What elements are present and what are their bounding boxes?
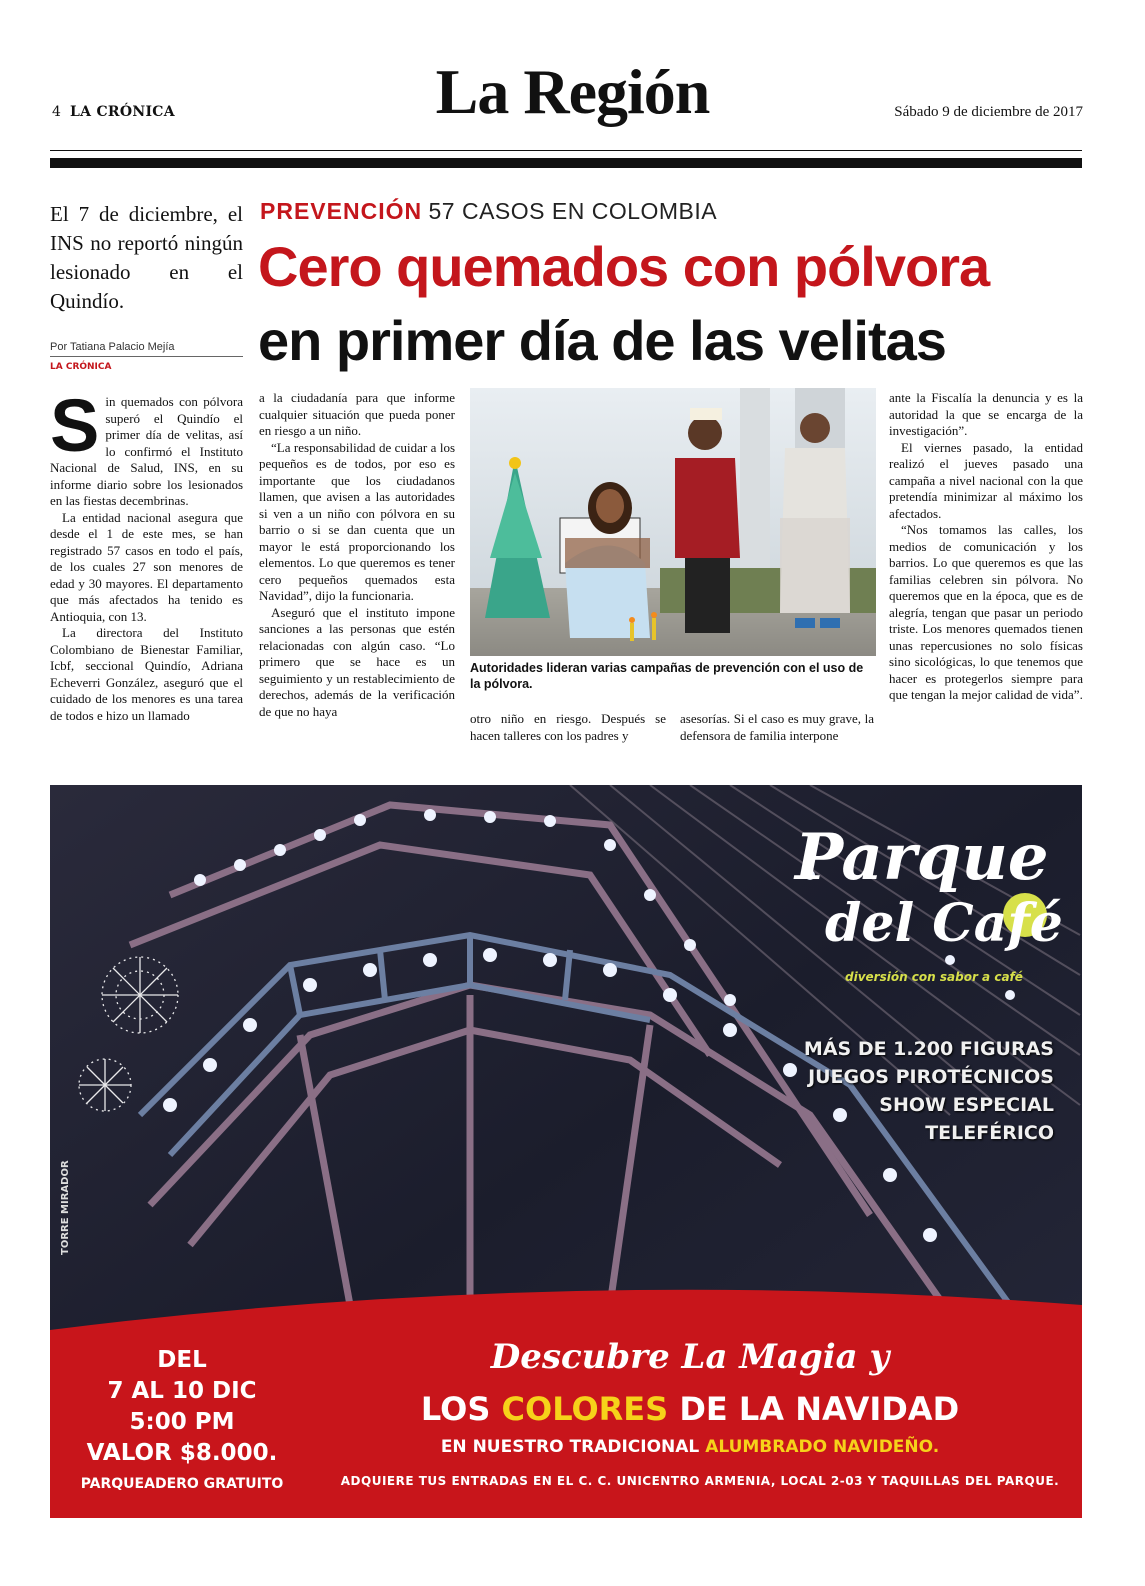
ad-features-list — [804, 1035, 1054, 1147]
lede-summary: El 7 de diciembre, el INS no reportó ningún lesionado en el Quindío. — [50, 202, 243, 313]
article-column-4 — [680, 711, 874, 744]
issue-date: Sábado 9 de diciembre de 2017 — [894, 104, 1083, 120]
paragraph: a la ciudadanía para que informe cualquier situación que pueda poner en riesgo a un niño. — [259, 390, 455, 438]
ad-headline-2-b: COLORES — [501, 1390, 669, 1428]
ad-headline-2 — [350, 1390, 1030, 1428]
ad-price: VALOR $8.000. — [86, 1440, 278, 1466]
ad-headline-3 — [350, 1437, 1030, 1457]
ad-feature: MÁS DE 1.200 FIGURAS — [803, 1038, 1054, 1060]
article-column-2 — [259, 390, 455, 720]
article-column-1 — [50, 384, 243, 724]
ad-headline-1: Descubre La Magia y — [490, 1337, 890, 1377]
ad-time: 5:00 PM — [129, 1409, 235, 1435]
ad-feature: TELEFÉRICO — [925, 1122, 1054, 1144]
ad-dates-range: 7 AL 10 DIC — [107, 1378, 257, 1404]
photo-caption: Autoridades lideran varias campañas de prevención con el uso de la pólvora. — [470, 661, 864, 691]
article-column-3 — [470, 711, 666, 744]
paragraph: ante la Fiscalía la denuncia y es la autoridad la que se encarga de la investigación”. — [889, 390, 1083, 438]
header-rule-thick — [50, 158, 1082, 168]
ad-headline-3-b: ALUMBRADO NAVIDEÑO. — [705, 1437, 940, 1457]
ad-headline-3-a: EN NUESTRO TRADICIONAL — [440, 1437, 700, 1457]
byline: Por Tatiana Palacio Mejía — [50, 341, 175, 353]
ad-footer: ADQUIERE TUS ENTRADAS EN EL C. C. UNICENTRO ARMENIA, LOCAL 2-03 Y TAQUILLAS DEL PARQUE. — [340, 1474, 1060, 1488]
headline-line-2: en primer día de las velitas — [258, 309, 946, 372]
kicker-label: PREVENCIÓN — [260, 198, 423, 224]
ad-side-label: TORRE MIRADOR — [60, 1160, 71, 1255]
paragraph: La entidad nacional asegura que desde el 1 de este mes, se han registrado 57 casos en todo el país, de los cuales 27 son menores de edad y 30 mayores. El departamento que más afectados ha tenido es Antioquia, con 13. — [50, 509, 243, 624]
section-title: La Región — [435, 56, 710, 127]
byline-divider — [50, 356, 243, 357]
page-number: 4 — [52, 104, 61, 120]
paragraph: Aseguró que el instituto impone sanciones a las personas que estén relacionadas con algún caso. “Lo primero que se hace es un seguimiento y un restablecimiento de derechos, además de la verificación de que no haya — [259, 604, 455, 719]
ad-headline-2-c: DE LA NAVIDAD — [679, 1390, 960, 1428]
ad-feature: JUEGOS PIROTÉCNICOS — [808, 1066, 1054, 1088]
ad-logo-tagline: diversión con sabor a café — [845, 970, 1023, 984]
paragraph: “Nos tomamos las calles, los medios de comunicación y los barrios. Lo que queremos es que las familias celebren sin pólvora. No queremos que en la época, que es de alegría, tengan que pasar un periodo triste. Los menores quemados tienen unas repercusiones no solo físicas sino sicológicas, lo que tenemos que hacer es protegerlos siempre para que tengan la mejor calidad de vida”. — [889, 522, 1083, 702]
advertisement — [50, 785, 1082, 1518]
kicker — [260, 198, 717, 225]
article-column-5 — [889, 390, 1083, 704]
ad-parking: PARQUEADERO GRATUITO — [80, 1476, 284, 1492]
paragraph: “La responsabilidad de cuidar a los pequeños es de todos, por eso es importante que los ciudadanos llamen, que avisen a las autoridades si ven a un niño con pólvora en su barrio o si se dan cuenta que un mayor le está proporcionando los elementos. Lo que queremos es tener cero pequeños quemados esta Navidad”, dijo la funcionaria. — [259, 439, 455, 603]
ad-logo-title: Parque — [795, 820, 1049, 895]
ad-feature: SHOW ESPECIAL — [879, 1094, 1054, 1116]
paragraph: El viernes pasado, la entidad realizó el jueves pasado una campaña a nivel nacional con la que pretendía minimizar al máximo los afectados. — [889, 439, 1083, 521]
headline-line-1: Cero quemados con pólvora — [258, 235, 990, 298]
byline-organization: LA CRÓNICA — [50, 362, 112, 372]
kicker-text: 57 CASOS EN COLOMBIA — [428, 198, 718, 224]
header-rule-thin — [50, 150, 1082, 151]
article-photo — [470, 388, 876, 656]
ad-event-details — [72, 1345, 292, 1500]
drop-cap: S — [50, 384, 100, 467]
paragraph: in quemados con pólvora superó el Quindío el primer día de velitas, así lo confirmó el Instituto Nacional de Salud, INS, en su informe diario sobre los lesionados en las fiestas decembrinas. — [50, 394, 243, 508]
paper-name: LA CRÓNICA — [70, 104, 175, 120]
paragraph: asesorías. Si el caso es muy grave, la defensora de familia interpone — [680, 711, 874, 743]
ad-logo-subtitle: del Café — [825, 893, 1063, 954]
ad-dates-prefix: DEL — [157, 1347, 207, 1373]
paragraph: La directora del Instituto Colombiano de Bienestar Familiar, Icbf, seccional Quindío, Adriana Echeverri González, aseguró que el cuidado de los menores es una tarea de todos e hizo un llamado — [50, 625, 243, 723]
ad-headline-2-a: LOS — [420, 1390, 491, 1428]
paragraph: otro niño en riesgo. Después se hacen talleres con los padres y — [470, 711, 666, 743]
